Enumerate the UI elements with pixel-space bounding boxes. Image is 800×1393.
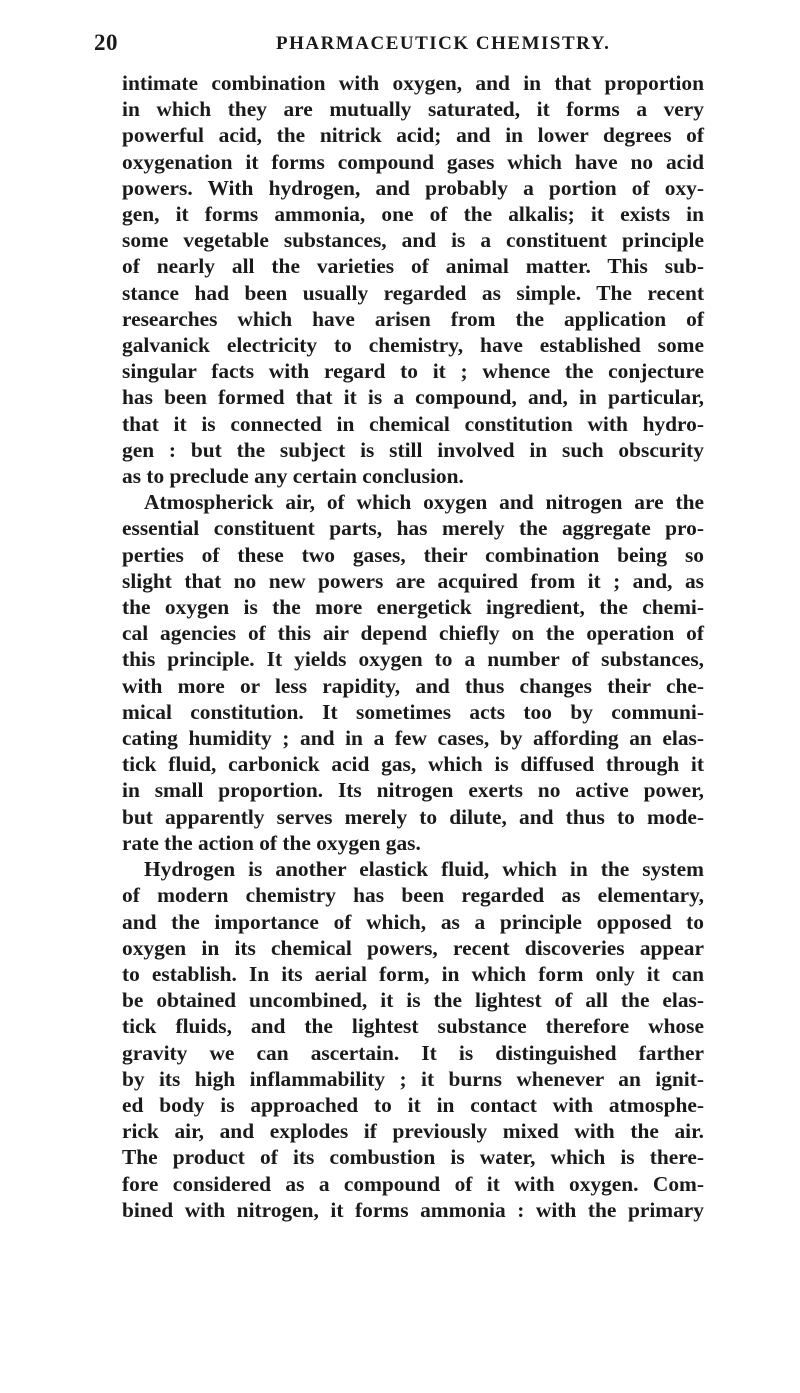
text-line: rate the action of the oxygen gas. — [122, 830, 421, 855]
text-line: in which they are mutually saturated, it forms a very — [122, 97, 704, 122]
text-line: Hydrogen is another elastick fluid, which in the system — [144, 857, 704, 882]
text-line: oxygen in its chemical powers, recent discoveries appear — [122, 935, 704, 960]
text-line: has been formed that it is a compound, and, in particular, — [122, 385, 704, 410]
paragraph — [122, 489, 704, 856]
text-line: to establish. In its aerial form, in which form only it can — [122, 961, 704, 986]
text-line: this principle. It yields oxygen to a number of substances, — [122, 647, 704, 672]
text-line: gravity we can ascertain. It is distinguished farther — [122, 1040, 704, 1065]
text-line: as to preclude any certain conclusion. — [122, 464, 464, 489]
text-line: rick air, and explodes if previously mixed with the air. — [122, 1119, 704, 1144]
text-line: by its high inflammability ; it burns whenever an ignit- — [122, 1066, 704, 1091]
body-text — [122, 70, 704, 1223]
text-line: be obtained uncombined, it is the lightest of all the elas- — [122, 988, 704, 1013]
text-line: gen : but the subject is still involved in such obscurity — [122, 437, 704, 462]
text-line: Atmospherick air, of which oxygen and nitrogen are the — [144, 490, 704, 515]
text-line: stance had been usually regarded as simple. The recent — [122, 280, 704, 305]
paragraph — [122, 856, 704, 1223]
page-header — [94, 30, 734, 60]
text-line: powerful acid, the nitrick acid; and in lower degrees of — [122, 123, 704, 148]
text-line: The product of its combustion is water, which is there- — [122, 1145, 704, 1170]
text-line: of nearly all the varieties of animal matter. This sub- — [122, 254, 704, 279]
text-line: of modern chemistry has been regarded as elementary, — [122, 883, 704, 908]
text-line: powers. With hydrogen, and probably a portion of oxy- — [122, 175, 704, 200]
text-line: and the importance of which, as a principle opposed to — [122, 909, 704, 934]
text-line: galvanick electricity to chemistry, have established some — [122, 333, 704, 358]
page-number: 20 — [94, 30, 118, 55]
text-line: bined with nitrogen, it forms ammonia : with the primary — [122, 1197, 704, 1222]
text-line: essential constituent parts, has merely the aggregate pro- — [122, 516, 704, 541]
text-line: mical constitution. It sometimes acts too by communi- — [122, 699, 704, 724]
text-line: cating humidity ; and in a few cases, by affording an elas- — [122, 726, 704, 751]
text-line: gen, it forms ammonia, one of the alkalis; it exists in — [122, 202, 704, 227]
text-line: researches which have arisen from the application of — [122, 306, 704, 331]
text-line: perties of these two gases, their combination being so — [122, 542, 704, 567]
text-line: tick fluids, and the lightest substance therefore whose — [122, 1014, 704, 1039]
text-line: in small proportion. Its nitrogen exerts no active power, — [122, 778, 704, 803]
text-line: with more or less rapidity, and thus changes their che- — [122, 673, 704, 698]
text-line: ed body is approached to it in contact with atmosphe- — [122, 1092, 704, 1117]
text-line: some vegetable substances, and is a constituent principle — [122, 228, 704, 253]
text-line: slight that no new powers are acquired from it ; and, as — [122, 568, 704, 593]
text-line: singular facts with regard to it ; whence the conjecture — [122, 359, 704, 384]
text-line: cal agencies of this air depend chiefly on the operation of — [122, 621, 704, 646]
text-line: tick fluid, carbonick acid gas, which is diffused through it — [122, 752, 704, 777]
text-line: that it is connected in chemical constitution with hydro- — [122, 411, 704, 436]
paragraph — [122, 70, 704, 489]
running-title: PHARMACEUTICK CHEMISTRY. — [276, 33, 611, 54]
text-line: but apparently serves merely to dilute, and thus to mode- — [122, 804, 704, 829]
text-line: the oxygen is the more energetick ingredient, the chemi- — [122, 595, 704, 620]
text-line: intimate combination with oxygen, and in that proportion — [122, 71, 704, 95]
text-line: oxygenation it forms compound gases which have no acid — [122, 149, 704, 174]
text-line: fore considered as a compound of it with oxygen. Com- — [122, 1171, 704, 1196]
